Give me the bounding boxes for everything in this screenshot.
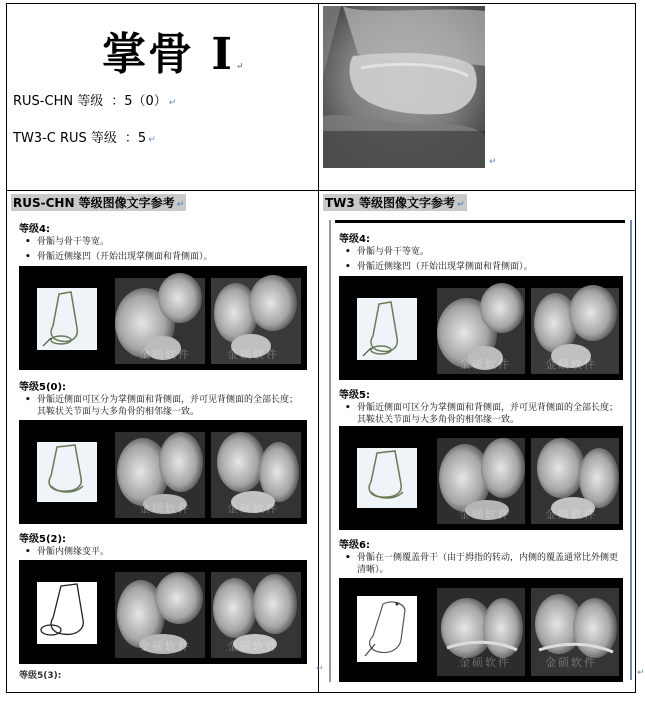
grade-xray [115,572,205,658]
paragraph-mark-icon: ↵ [168,98,177,108]
tw3-grade6-bullet: • 骨骺在一侧覆盖骨干（由于拇指的转动，内侧的覆盖通常比外侧更清晰）。 [357,552,619,576]
tw3-next-grade-label [339,684,367,686]
rus-chn-grade-value: ：5（0） [111,94,167,109]
grade-xray [437,588,525,676]
watermark: 金硕软件 [139,348,191,361]
tw3-grade4-bullet: • 骨骺近侧缘凹（开始出现掌侧面和背侧面）。 [357,261,617,273]
rus-chn-grade5-0-label: 等级5(0): [19,382,67,393]
tw3-section-heading: TW3 等级图像文字参考 ↵ [325,196,465,210]
grade-diagram [357,298,417,360]
rus-chn-grade5-0-bullet: • 骨骺近侧面可区分为掌侧面和背侧面，并可见背侧面的全部长度；其鞍状关节面与大多角骨的相邻缘一致。 [37,394,305,418]
paragraph-mark-icon: ↵ [235,62,246,72]
paragraph-mark-icon: ↵ [637,668,645,678]
rus-chn-grade4-bullet: • 骨骺近侧缘凹（开始出现掌侧面和背侧面）。 [37,251,297,263]
watermark: 金硕软件 [459,508,511,521]
panel-left-rule [329,220,331,682]
paragraph-mark-icon: ↵ [316,664,324,674]
grade-xray [531,588,619,676]
watermark: 金硕软件 [545,508,597,521]
tw3-grade5-label: 等级5: [339,390,370,401]
rus-chn-grade-line [13,90,176,109]
grade-diagram [357,596,417,662]
grade-xray [211,278,301,364]
tw3-grade-value: ：5 [124,131,147,146]
grade-diagram [37,442,97,502]
watermark: 金硕软件 [139,640,191,653]
rus-chn-section-heading: RUS-CHN 等级图像文字参考 ↵ [13,196,185,210]
grade-diagram [357,448,417,508]
grade-xray [531,438,619,524]
paragraph-mark-icon: ↵ [489,157,497,167]
grade-xray [115,278,205,364]
grade-xray [531,288,619,374]
tw3-grade6-label: 等级6: [339,540,370,551]
rus-chn-grade5-2-images [19,560,307,664]
rus-chn-next-grade-label: 等级5(3): [19,671,62,681]
metacarpal-xray-image [323,6,485,168]
tw3-grade6-images [339,578,623,682]
panel-top-rule [335,220,625,223]
tw3-grade-line [13,127,156,146]
watermark: 金硕软件 [545,358,597,371]
watermark: 金硕软件 [459,656,511,669]
tw3-grade5-images [339,426,623,530]
grade-xray [211,432,301,518]
document-table [6,3,645,693]
rus-chn-grade4-images [19,266,307,370]
grade-xray [115,432,205,518]
grade-xray [437,288,525,374]
paragraph-mark-icon: ↵ [148,135,156,145]
rus-chn-grade5-2-bullet: • 骨骺内侧缘变平。 [37,546,297,558]
rus-chn-grade4-label: 等级4: [19,224,50,235]
table-divider-horizontal [7,190,635,191]
page-title: 掌骨 I ↵ [102,29,246,80]
tw3-grade5-bullet: • 骨骺近侧面可区分为掌侧面和背侧面，并可见背侧面的全部长度；其鞍状关节面与大多角骨的相邻缘一致。 [357,402,621,426]
watermark: 金硕软件 [459,358,511,371]
paragraph-mark-icon: ↵ [456,200,465,210]
rus-chn-grade-label: RUS-CHN 等级 [13,94,104,109]
watermark: 金硕软件 [139,502,191,515]
rus-chn-grade5-2-label: 等级5(2): [19,534,67,545]
grade-xray [211,572,301,658]
table-divider-vertical [318,4,319,692]
rus-chn-grade5-0-images [19,420,307,524]
watermark: 金硕软件 [227,640,279,653]
watermark: 金硕软件 [227,502,279,515]
watermark: 金硕软件 [227,348,279,361]
rus-chn-grade4-bullet: • 骨骺与骨干等宽。 [37,236,297,248]
tw3-grade-label: TW3-C RUS 等级 [13,131,117,146]
watermark: 金硕软件 [545,656,597,669]
paragraph-mark-icon: ↵ [176,200,185,210]
grade-xray [437,438,525,524]
tw3-grade4-bullet: • 骨骺与骨干等宽。 [357,246,617,258]
grade-diagram [37,582,97,644]
rus-chn-reference-panel [11,216,311,681]
tw3-reference-panel [327,216,633,686]
grade-diagram [37,288,97,350]
tw3-grade4-label: 等级4: [339,234,370,245]
tw3-grade4-images [339,276,623,380]
panel-scroll-rule [630,220,632,680]
